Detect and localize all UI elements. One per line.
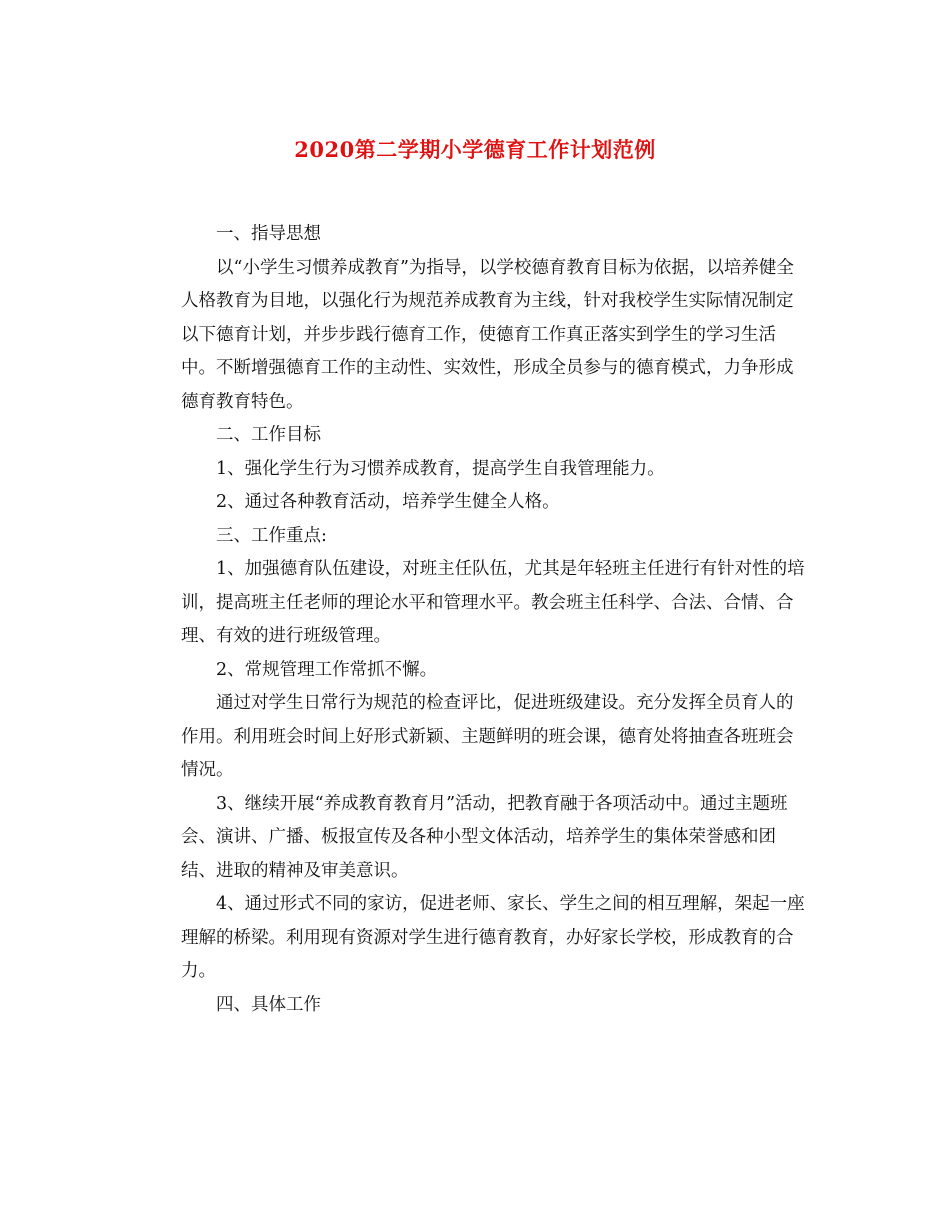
text-line: 2、通过各种教育活动，培养学生健全人格。 — [216, 492, 560, 512]
text-line: 德育教育特色。 — [181, 391, 304, 412]
list-item — [146, 788, 810, 889]
paragraph — [146, 687, 810, 788]
section-heading — [146, 520, 810, 554]
section-heading — [146, 419, 810, 453]
text-line: 四、具体工作 — [216, 994, 321, 1015]
text-line: 中。不断增强德育工作的主动性、实效性，形成全员参与的德育模式，力争形成 — [181, 358, 794, 378]
list-item — [146, 486, 810, 520]
text-line: 结、进取的精神及审美意识。 — [181, 860, 409, 881]
text-line: 1、强化学生行为习惯养成教育，提高学生自我管理能力。 — [216, 458, 665, 479]
text-line: 1、加强德育队伍建设，对班主任队伍，尤其是年轻班主任进行有针对性的培 — [216, 559, 805, 579]
paragraph — [146, 252, 810, 420]
text-line: 理解的桥梁。利用现有资源对学生进行德育教育，办好家长学校，形成教育的合 — [181, 927, 794, 948]
text-line: 情况。 — [181, 760, 234, 780]
list-item — [146, 888, 810, 989]
list-item — [146, 654, 810, 688]
text-line: 以“小学生习惯养成教育”为指导，以学校德育教育目标为依据，以培养健全 — [216, 257, 794, 278]
list-item — [146, 553, 810, 654]
document-title: 2020第二学期小学德育工作计划范例 — [294, 137, 656, 162]
text-line: 力。 — [181, 961, 216, 981]
list-item — [146, 453, 810, 487]
text-line: 以下德育计划，并步步践行德育工作，使德育工作真正落实到学生的学习生活 — [181, 324, 776, 345]
text-line: 通过对学生日常行为规范的检查评比，促进班级建设。充分发挥全员育人的 — [216, 693, 794, 713]
text-line: 理、有效的进行班级管理。 — [181, 626, 391, 646]
document-body — [146, 218, 810, 1022]
text-line: 3、继续开展“养成教育教育月”活动，把教育融于各项活动中。通过主题班 — [216, 793, 788, 814]
text-line: 训，提高班主任老师的理论水平和管理水平。教会班主任科学、合法、合情、合 — [181, 592, 794, 613]
section-heading — [146, 989, 810, 1023]
text-line: 4、通过形式不同的家访，促进老师、家长、学生之间的相互理解，架起一座 — [216, 894, 805, 914]
text-line: 会、演讲、广播、板报宣传及各种小型文体活动，培养学生的集体荣誉感和团 — [181, 827, 776, 847]
text-line: 一、指导思想 — [216, 224, 321, 244]
text-line: 人格教育为目地，以强化行为规范养成教育为主线，针对我校学生实际情况制定 — [181, 291, 794, 311]
section-heading — [146, 218, 810, 252]
text-line: 二、工作目标 — [216, 425, 321, 445]
text-line: 作用。利用班会时间上好形式新颖、主题鲜明的班会课，德育处将抽查各班班会 — [181, 726, 794, 747]
text-line: 三、工作重点: — [216, 525, 327, 546]
text-line: 2、常规管理工作常抓不懈。 — [216, 659, 438, 680]
